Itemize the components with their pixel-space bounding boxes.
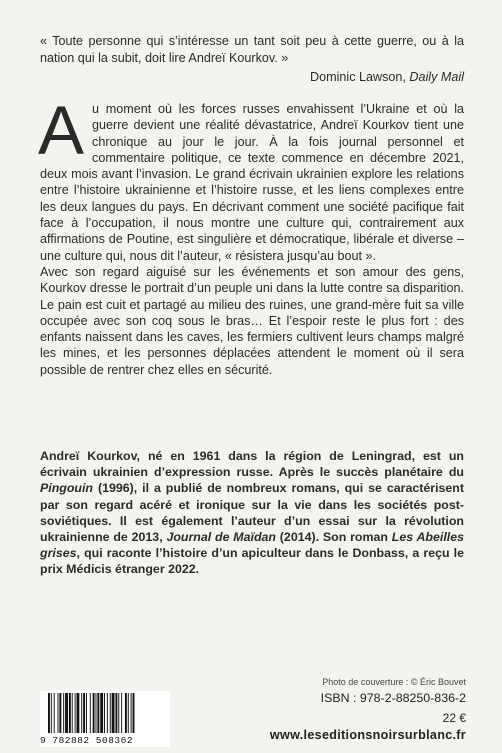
bio-text-4: , qui raconte l’histoire d’un apiculteur dans le Donbass, a reçu le prix Médicis étranger 2022. xyxy=(40,546,464,577)
quote-source: Daily Mail xyxy=(409,70,464,84)
bio-text-1: , né en 1961 dans la région de Leningrad, est un écrivain ukrainien d’expression russe. Après le succès planétaire du xyxy=(40,449,464,480)
quote-author: Dominic Lawson, xyxy=(310,70,410,84)
review-quote-attribution xyxy=(40,69,464,85)
author-bio xyxy=(40,448,464,578)
bio-text-3: (2014). Son roman xyxy=(275,530,392,545)
bio-title-abeilles: Les Abeilles grises xyxy=(40,530,464,561)
price: 22 € xyxy=(442,711,466,725)
summary-paragraph-2: Avec son regard aiguisé sur les événements et son amour des gens, Kourkov dresse le portrait d’un peuple uni dans la lutte contre sa disparition. Le pain est cuit et partagé au milieu des ruines, une grand-mère fuit sa ville occupée avec son coq sous le bras… Et l’espoir reste le plus fort : des enfants naissent dans les caves, les fermiers cultivent leurs champs malgré les mines, et les personnes déplacées attendent le moment où il sera possible de rentrer chez elles en sécurité. xyxy=(40,264,464,377)
cover-photo-credit: Photo de couverture : © Éric Bouvet xyxy=(322,677,466,687)
review-quote-text: « Toute personne qui s’intéresse un tant soit peu à cette guerre, ou à la nation qui la subit, doit lire Andreï Kourkov. » xyxy=(40,34,464,65)
isbn: ISBN : 978-2-88250-836-2 xyxy=(320,691,466,705)
drop-cap: A xyxy=(38,92,85,169)
publisher-website: www.leseditionsnoirsurblanc.fr xyxy=(269,728,466,742)
book-summary xyxy=(38,92,464,378)
bio-text-2: (1996), il a publié de nombreux romans, qui se caractérisent par son regard acéré et ironique sur la vie dans les sociétés post-soviétiques. Il est également l’auteur d’un essai sur la révolution ukrainienne de 2013, xyxy=(40,481,464,545)
bio-author-name: Andreï Kourkov xyxy=(40,449,137,463)
review-quote xyxy=(40,33,464,66)
barcode-digits: 9 782882 508362 xyxy=(40,735,170,746)
barcode-bars-icon xyxy=(40,691,170,735)
bio-title-pingouin: Pingouin xyxy=(40,481,93,496)
bio-title-maidan: Journal de Maïdan xyxy=(166,530,276,545)
summary-paragraph-1 xyxy=(38,92,464,264)
summary-paragraph-1-text: u moment où les forces russes envahissent l’Ukraine et où la guerre devient une réalité dévastatrice, Andreï Kourkov tient une chronique au jour le jour. À la fois journal personnel et commentaire politique, ce texte commence en décembre 2021, deux mois avant l’invasion. Le grand écrivain ukrainien explore les relations entre l’histoire ukrainienne et l’histoire russe, et les liens complexes entre les deux langues du pays. En décrivant comment une société pacifique fait face à l’occupation, il nous montre une culture qui, contrairement aux affirmations de Poutine, est singulière et démocratique, libérale et diverse – une culture qui, nous dit l’auteur, « résistera jusqu’au bout ». xyxy=(40,102,464,263)
